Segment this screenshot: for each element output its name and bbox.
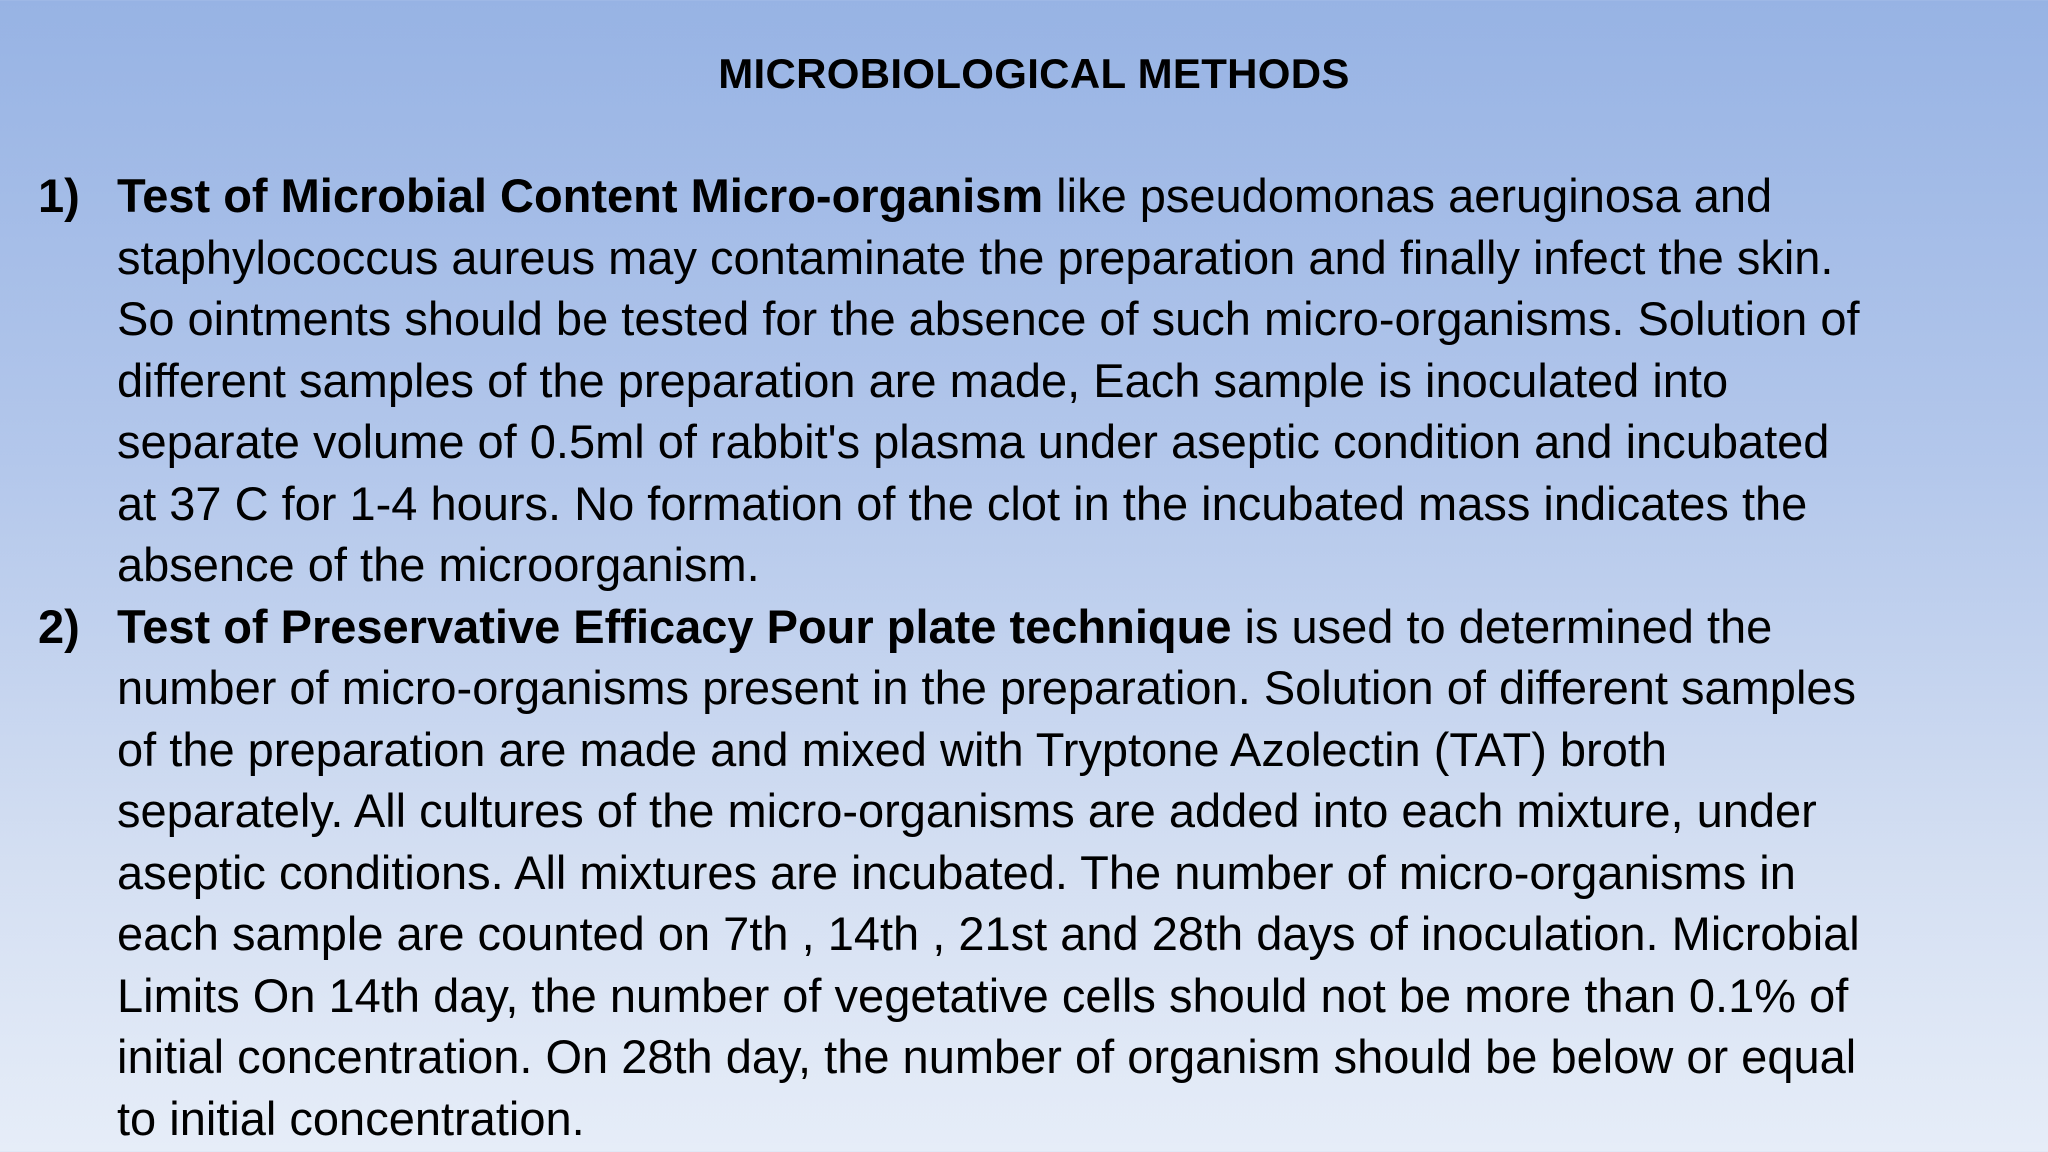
text-line: at 37 C for 1-4 hours. No formation of the clot in the incubated mass indicates the <box>117 476 1808 530</box>
text-line: each sample are counted on 7th , 14th , 21st and 28th days of inoculation. Microbial <box>117 907 1860 960</box>
text-line: to initial concentration. <box>117 1091 585 1145</box>
numbered-list <box>0 165 2048 1149</box>
item-heading: Test of Microbial Content Micro-organism <box>117 169 1044 222</box>
text-line: So ointments should be tested for the absence of such micro-organisms. Solution of <box>117 292 1860 345</box>
line-text: like pseudomonas aeruginosa and <box>1043 169 1773 222</box>
text-line: aseptic conditions. All mixtures are incubated. The number of micro-organisms in <box>117 845 1796 899</box>
text-line: Limits On 14th day, the number of vegetative cells should not be more than 0.1% of <box>117 968 1849 1022</box>
list-item-preservative-efficacy <box>0 596 2048 1150</box>
slide-title: MICROBIOLOGICAL METHODS <box>718 50 1350 97</box>
line-text: is used to determined the <box>1231 599 1773 653</box>
text-line: absence of the microorganism. <box>117 538 760 591</box>
item-heading: Test of Preservative Efficacy Pour plate technique <box>117 599 1232 653</box>
text-line: initial concentration. On 28th day, the number of organism should be below or equal <box>117 1030 1857 1083</box>
text-line: separate volume of 0.5ml of rabbit's plasma under aseptic condition and incubated <box>117 415 1830 468</box>
text-line: different samples of the preparation are made, Each sample is inoculated into <box>117 353 1729 407</box>
text-line <box>117 165 2028 227</box>
list-number: 1) <box>38 169 80 222</box>
text-line: of the preparation are made and mixed with Tryptone Azolectin (TAT) broth <box>117 722 1668 776</box>
list-item-microbial-content <box>0 165 2048 596</box>
text-line: staphylococcus aureus may contaminate the preparation and finally infect the skin. <box>117 230 1834 284</box>
text-line: separately. All cultures of the micro-organisms are added into each mixture, under <box>117 784 1817 837</box>
text-line <box>117 596 2028 658</box>
list-number: 2) <box>38 599 80 653</box>
text-line: number of micro-organisms present in the preparation. Solution of different samples <box>117 661 1857 714</box>
